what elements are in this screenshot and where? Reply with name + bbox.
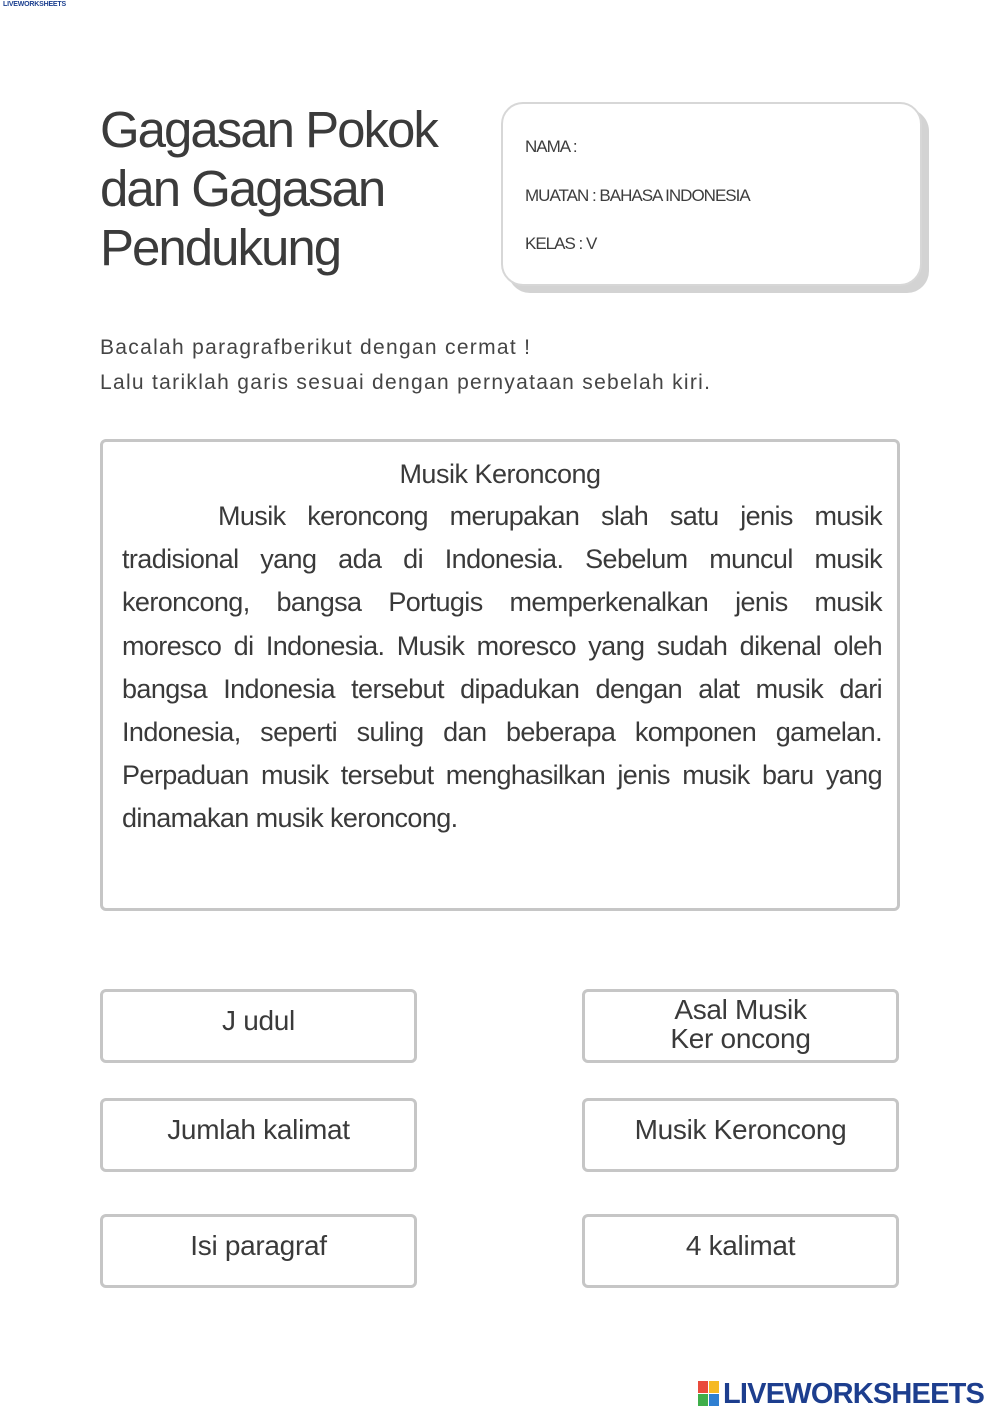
option-label <box>670 995 810 1053</box>
logo-square-icon <box>698 1381 708 1393</box>
right-option-origin[interactable] <box>582 989 899 1063</box>
class-label: KELAS : V <box>525 234 597 253</box>
option-label-line: Ker oncong <box>670 1023 811 1054</box>
liveworksheets-logo <box>698 1378 984 1410</box>
option-label: Musik Keroncong <box>634 1113 847 1145</box>
brand-text: LIVEWORKSHEETS <box>723 1377 985 1410</box>
top-brand-logo: LIVEWORKSHEETS <box>3 1 66 8</box>
instructions <box>100 330 711 400</box>
page-title-line: Gagasan Pokok <box>100 101 437 158</box>
student-info-card <box>501 102 922 286</box>
right-option-keroncong[interactable] <box>582 1098 899 1172</box>
logo-square-icon <box>698 1394 708 1406</box>
left-option-sentence-count[interactable] <box>100 1098 417 1172</box>
left-option-title[interactable] <box>100 989 417 1063</box>
logo-square-icon <box>709 1381 719 1393</box>
liveworksheets-icon <box>698 1381 720 1407</box>
left-option-paragraph-content[interactable] <box>100 1214 417 1288</box>
subject-label: MUATAN : BAHASA INDONESIA <box>525 186 750 205</box>
passage-body: Musik keroncong merupakan slah satu jenis musik tradisional yang ada di Indonesia. Sebelum muncul musik keroncong, bangsa Portugis memperkenalkan jenis musik moresco di Indonesia. Musik moresco yang sudah dikenal oleh bangsa Indonesia tersebut dipadukan dengan alat musik dari Indonesia, seperti suling dan beberapa komponen gamelan. Perpaduan musik tersebut menghasilkan jenis musik baru yang dinamakan musik keroncong. <box>122 501 882 834</box>
option-label: Isi paragraf <box>190 1229 327 1261</box>
option-label: 4 kalimat <box>685 1229 796 1261</box>
instruction-line: Lalu tariklah garis sesuai dengan pernyataan sebelah kiri. <box>100 371 712 394</box>
option-label-line: Asal Musik <box>674 994 807 1025</box>
name-label: NAMA : <box>525 137 577 156</box>
page-title <box>100 100 490 277</box>
option-label: J udul <box>222 1004 295 1036</box>
option-label: Jumlah kalimat <box>167 1113 350 1145</box>
logo-square-icon <box>709 1394 719 1406</box>
instruction-line: Bacalah paragrafberikut dengan cermat ! <box>100 336 532 359</box>
passage-title: Musik Keroncong <box>399 459 601 489</box>
page-title-line: Pendukung <box>100 219 341 276</box>
right-option-four-sentences[interactable] <box>582 1214 899 1288</box>
page-title-line: dan Gagasan <box>100 160 385 217</box>
reading-passage-box <box>100 439 900 911</box>
